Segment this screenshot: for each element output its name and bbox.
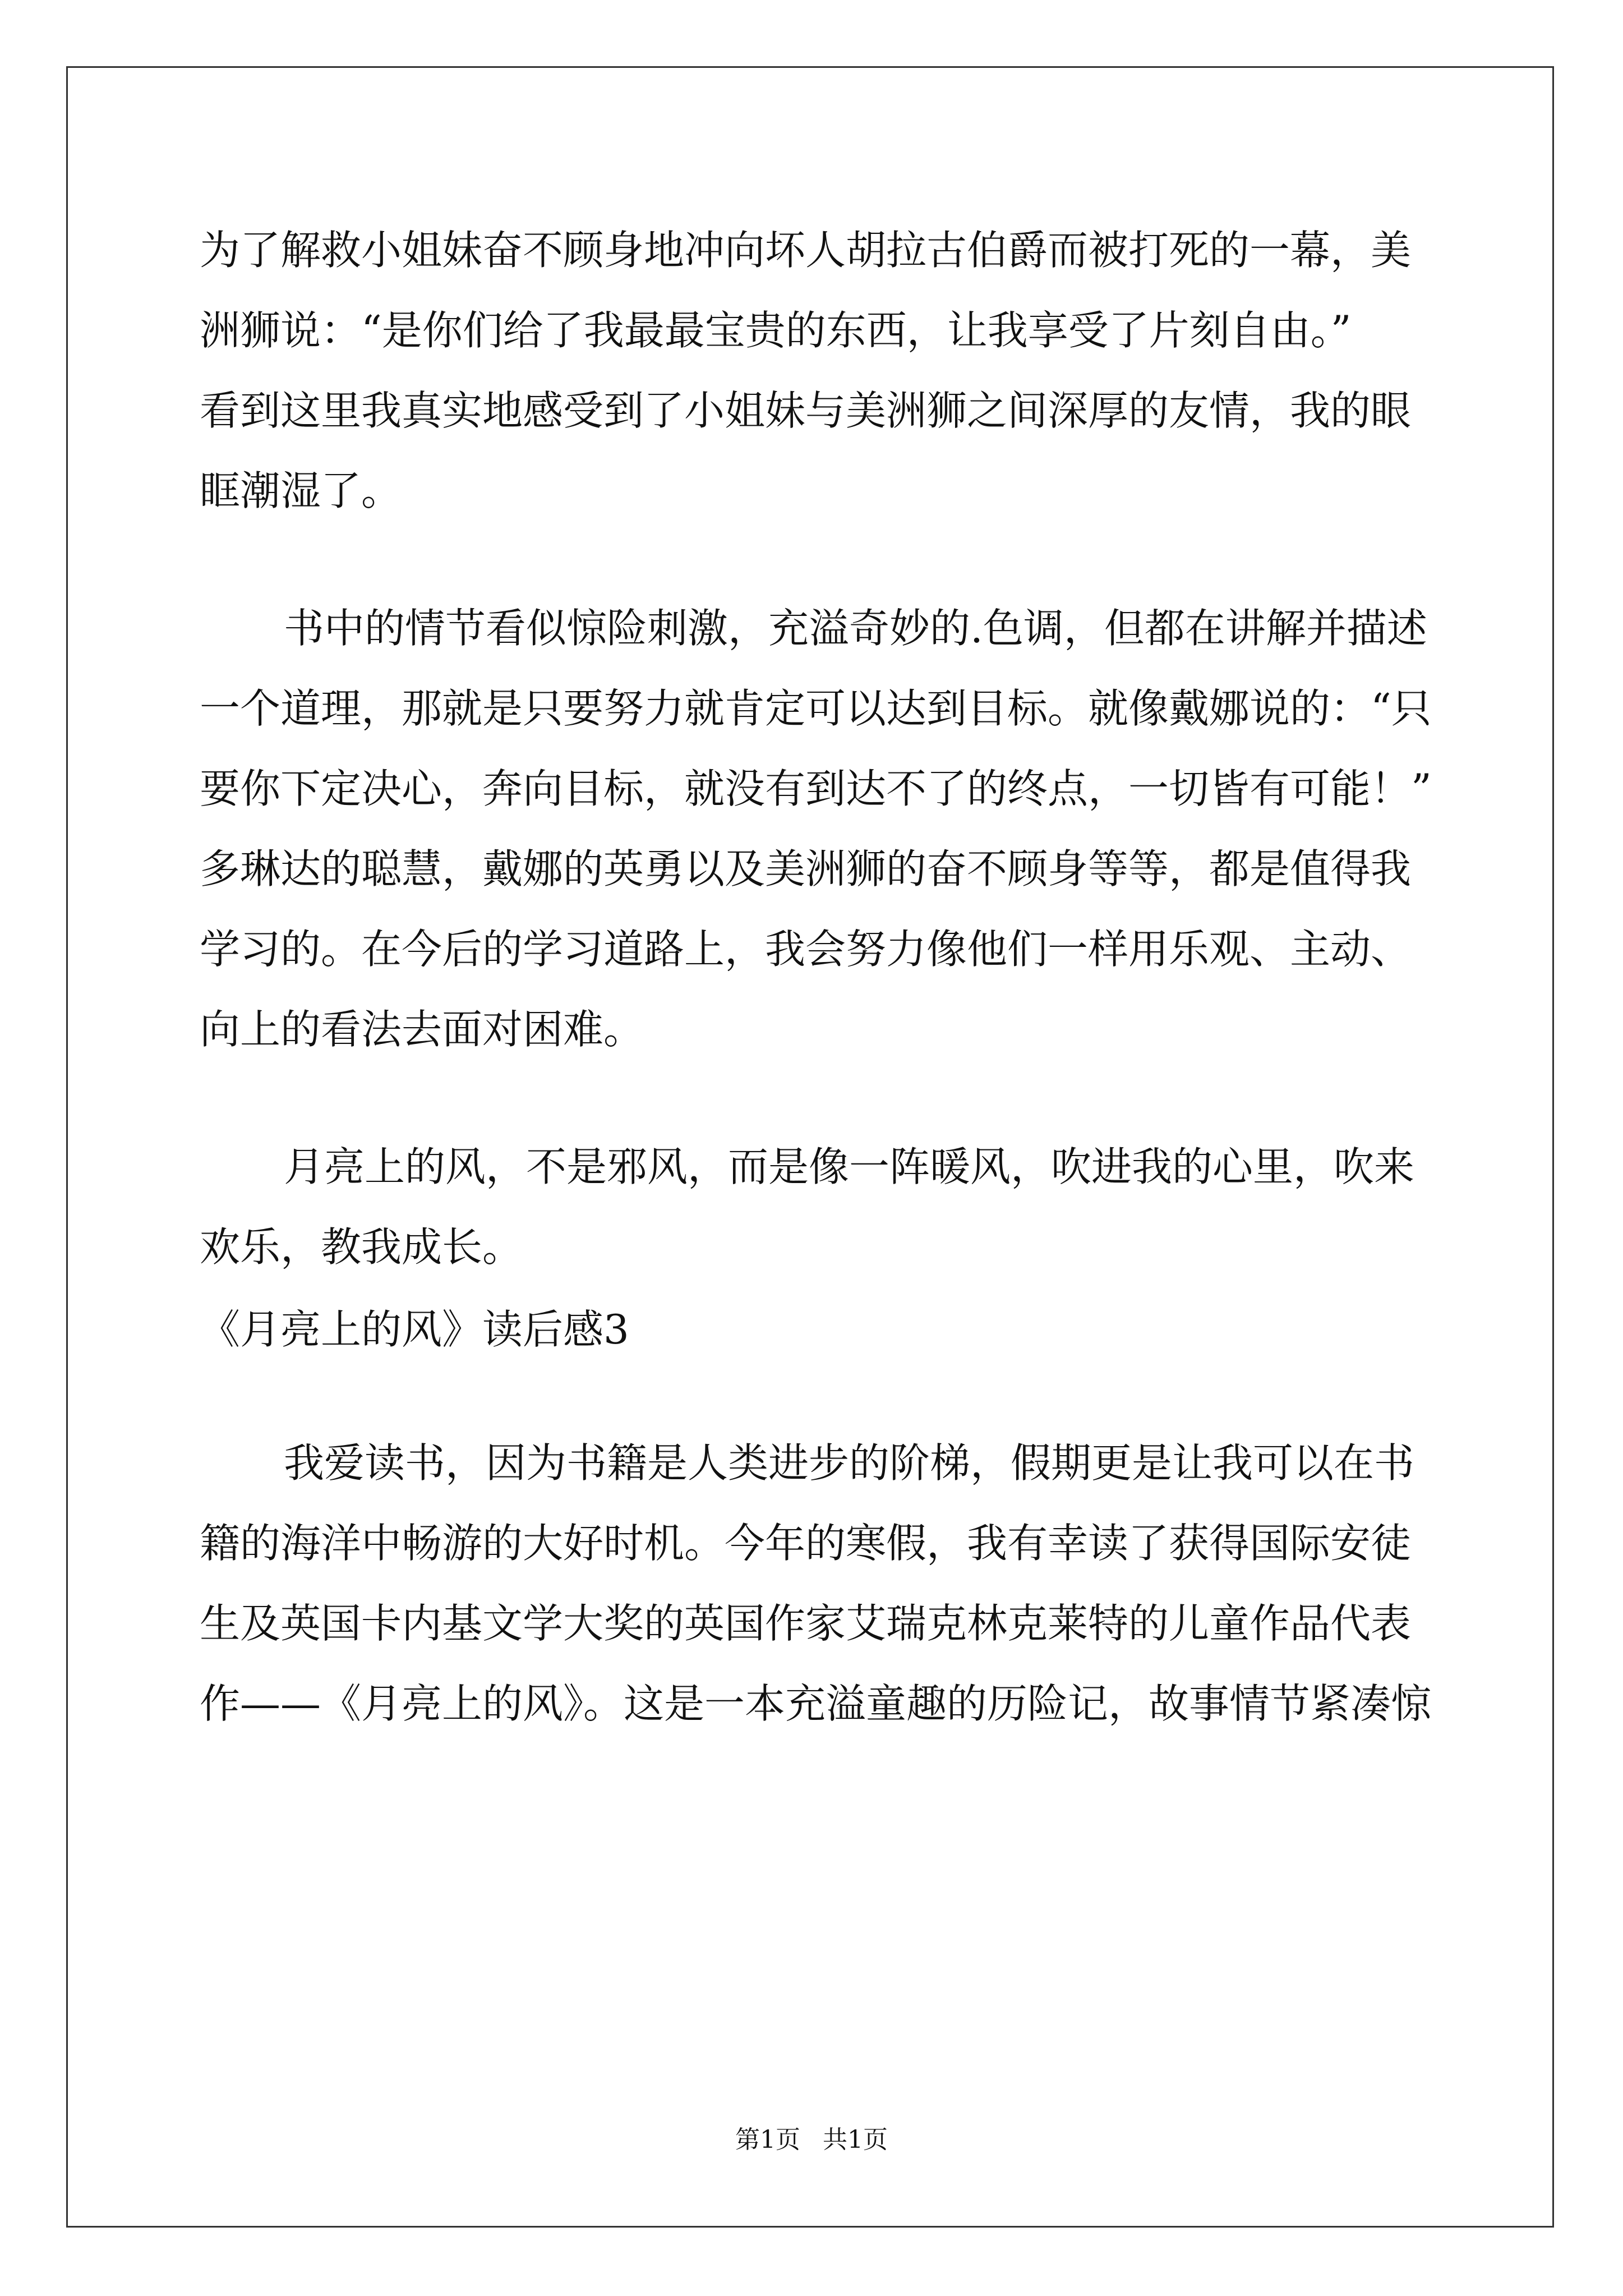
paragraph-line: 为了解救小姐妹奋不顾身地冲向坏人胡拉古伯爵而被打死的一幕，美 bbox=[200, 227, 1412, 274]
page-total: 共1页 bbox=[823, 2125, 888, 2154]
paragraph-line: 我爱读书，因为书籍是人类进步的阶梯，假期更是让我可以在书 bbox=[284, 1439, 1415, 1487]
paragraph-line: 欢乐，教我成长。 bbox=[200, 1223, 523, 1271]
paragraph-line: 眶潮湿了。 bbox=[200, 467, 402, 514]
paragraph-line: 学习的。在今后的学习道路上，我会努力像他们一样用乐观、主动、 bbox=[200, 926, 1412, 973]
paragraph-line: 洲狮说：“是你们给了我最最宝贵的东西，让我享受了片刻自由。” bbox=[200, 307, 1352, 354]
page-footer bbox=[0, 2123, 1623, 2157]
paragraph-line: 一个道理，那就是只要努力就肯定可以达到目标。就像戴娜说的：“只 bbox=[200, 685, 1432, 732]
paragraph-line: 看到这里我真实地感受到了小姐妹与美洲狮之间深厚的友情，我的眼 bbox=[200, 387, 1412, 434]
paragraph-line: 多琳达的聪慧，戴娜的英勇以及美洲狮的奋不顾身等等，都是值得我 bbox=[200, 845, 1412, 892]
paragraph-line: 作——《月亮上的风》。这是一本充溢童趣的历险记，故事情节紧凑惊 bbox=[200, 1680, 1432, 1727]
paragraph-line: 书中的情节看似惊险刺激，充溢奇妙的.色调，但都在讲解并描述 bbox=[284, 605, 1427, 652]
paragraph-line: 月亮上的风，不是邪风，而是像一阵暖风，吹进我的心里，吹来 bbox=[284, 1143, 1415, 1190]
paragraph-line: 生及英国卡内基文学大奖的英国作家艾瑞克林克莱特的儿童作品代表 bbox=[200, 1600, 1412, 1647]
paragraph-line: 要你下定决心，奔向目标，就没有到达不了的终点，一切皆有可能！” bbox=[200, 765, 1432, 812]
paragraph-line: 向上的看法去面对困难。 bbox=[200, 1006, 644, 1053]
page-number: 第1页 bbox=[735, 2125, 800, 2154]
paragraph-line: 籍的海洋中畅游的大好时机。今年的寒假，我有幸读了获得国际安徒 bbox=[200, 1520, 1412, 1567]
section-heading: 《月亮上的风》读后感3 bbox=[200, 1306, 629, 1353]
